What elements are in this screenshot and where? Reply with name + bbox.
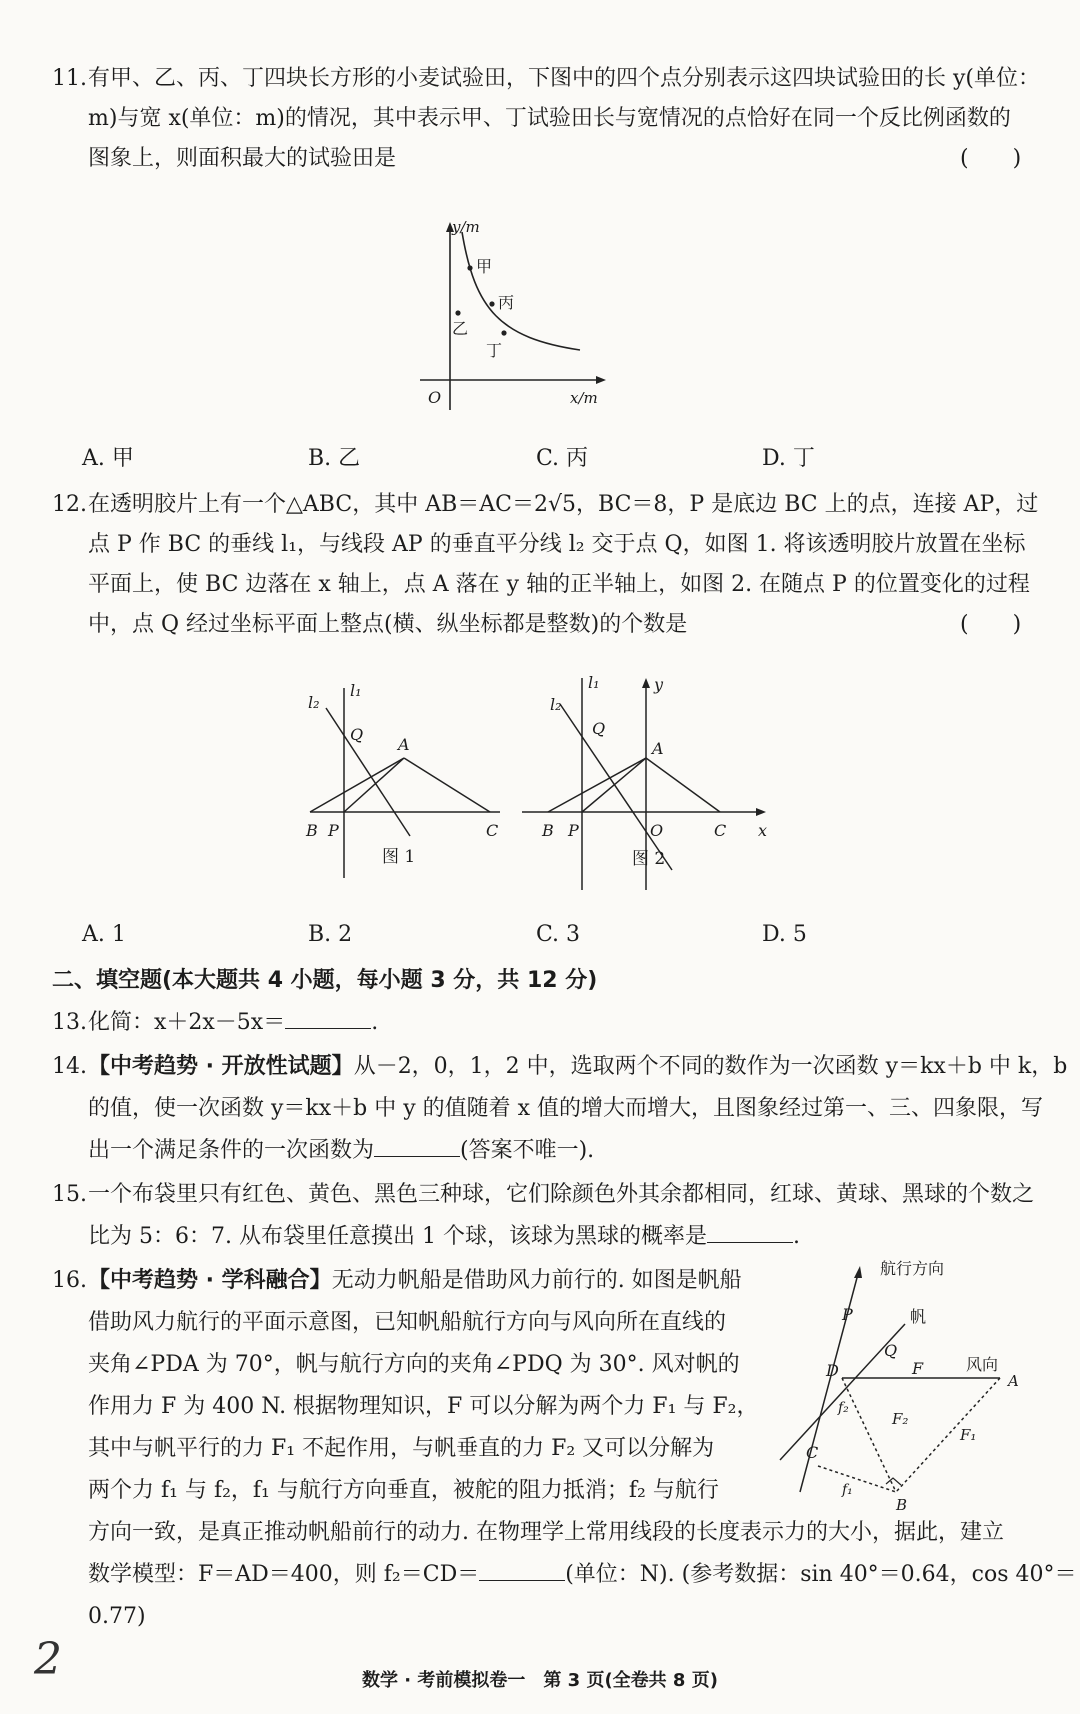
q13-number: 13. [52,1010,87,1035]
svg-text:F: F [912,1359,924,1378]
q11-answer-paren: ( ) [960,146,1022,171]
svg-text:风向: 风向 [966,1355,999,1374]
q16-line-3: 夹角∠PDA 为 70°，帆与航行方向的夹角∠PDQ 为 30°. 风对帆的 [88,1352,740,1377]
q15-answer-blank[interactable] [707,1222,793,1243]
q16-line-8: 数学模型：F＝AD＝400，则 f₂＝CD＝ (单位：N). (参考数据：sin 40°＝0.64，cos 40°＝ [88,1562,1077,1587]
q16-line-2: 借助风力航行的平面示意图，已知帆船航行方向与风向所在直线的 [88,1310,727,1335]
q16-line-9: 0.77) [88,1604,146,1629]
q16-line-4: 作用力 F 为 400 N. 根据物理知识，F 可以分解为两个力 F₁ 与 F₂， [88,1394,759,1419]
q12-option-c: C. 3 [536,922,581,947]
q12-option-b: B. 2 [308,922,353,947]
q14-number: 14. [52,1054,87,1079]
svg-text:B: B [542,821,554,840]
graph-y-label: y/m [452,218,480,236]
figure-2-caption: 图 2 [632,849,666,869]
q11-number: 11. [52,66,87,91]
handwritten-page-mark: 2 [34,1634,62,1685]
q13-text: 化简：x＋2x－5x＝ . [88,1010,379,1035]
q14-answer-blank[interactable] [374,1136,460,1157]
q11-option-b: B. 乙 [308,446,361,471]
q14-line-2: 的值，使一次函数 y＝kx＋b 中 y 的值随着 x 值的增大而增大，且图象经过第一、三、四象限，写 [88,1096,1044,1121]
svg-text:Q: Q [350,725,364,744]
svg-text:y: y [654,675,664,694]
svg-text:Q: Q [592,719,606,738]
q14-line-1: 【中考趋势 · 开放性试题】从－2，0，1，2 中，选取两个不同的数作为一次函数 y＝kx＋b 中 k，b [88,1054,1068,1079]
q11-graph [420,220,650,420]
svg-text:C: C [714,821,727,840]
q16-line-5: 其中与帆平行的力 F₁ 不起作用，与帆垂直的力 F₂ 又可以分解为 [88,1436,715,1461]
q15-number: 15. [52,1182,87,1207]
q16-answer-blank[interactable] [479,1560,565,1581]
svg-text:P: P [328,821,339,840]
q14-tag: 【中考趋势 · 开放性试题】 [88,1054,354,1079]
label-jia: 甲 [476,257,493,276]
q14-line-3: 出一个满足条件的一次函数为 (答案不唯一). [88,1138,595,1163]
q11-option-c: C. 丙 [536,446,589,471]
q15-line-1: 一个布袋里只有红色、黄色、黑色三种球，它们除颜色外其余都相同，红球、黄球、黑球的个数之 [88,1182,1035,1207]
q11-option-a: A. 甲 [82,446,134,471]
point-yi [455,310,460,315]
svg-text:x: x [758,821,768,840]
q16-tag: 【中考趋势 · 学科融合】 [88,1268,332,1293]
svg-text:A: A [1008,1372,1019,1390]
svg-text:航行方向: 航行方向 [880,1259,945,1278]
q12-answer-paren: ( ) [960,612,1022,637]
q12-figure-1 [300,678,520,898]
q12-option-d: D. 5 [762,922,807,947]
q12-line-4: 中，点 Q 经过坐标平面上整点(横、纵坐标都是整数)的个数是 [88,612,688,637]
graph-x-label: x/m [570,389,598,407]
q16-line-7: 方向一致，是真正推动帆船前行的动力. 在物理学上常用线段的长度表示力的大小，据此，建立 [88,1520,1004,1545]
q11-option-d: D. 丁 [762,446,815,471]
svg-text:l₁: l₁ [350,681,362,700]
q12-number: 12. [52,492,87,517]
q11-line-1: 有甲、乙、丙、丁四块长方形的小麦试验田，下图中的四个点分别表示这四块试验田的长 y(单位： [88,66,1041,91]
svg-text:P: P [842,1305,853,1324]
svg-text:帆: 帆 [910,1307,927,1326]
q13-answer-blank[interactable] [285,1008,371,1029]
svg-text:l₂: l₂ [308,693,320,712]
svg-text:D: D [826,1361,839,1380]
graph-origin: O [428,388,442,407]
svg-text:O: O [650,821,664,840]
point-ding [501,330,506,335]
svg-text:A: A [398,735,410,754]
q16-number: 16. [52,1268,87,1293]
label-yi: 乙 [452,319,469,338]
figure-1-caption: 图 1 [382,847,416,867]
q16-line-1: 【中考趋势 · 学科融合】无动力帆船是借助风力前行的. 如图是帆船 [88,1268,742,1293]
svg-text:B: B [896,1496,908,1514]
q12-option-a: A. 1 [82,922,126,947]
q16-line-6: 两个力 f₁ 与 f₂，f₁ 与航行方向垂直，被舵的阻力抵消；f₂ 与航行 [88,1478,719,1503]
svg-text:F₁: F₁ [960,1426,977,1444]
point-bing [489,301,494,306]
label-ding: 丁 [486,341,503,360]
svg-text:C: C [806,1443,819,1462]
svg-text:l₂: l₂ [550,695,562,714]
q15-line-2: 比为 5：6：7. 从布袋里任意摸出 1 个球，该球为黑球的概率是 . [88,1224,800,1249]
svg-text:F₂: F₂ [892,1410,909,1428]
svg-text:l₁: l₁ [588,673,600,692]
svg-text:f₂: f₂ [838,1400,849,1416]
q12-figure-2 [520,670,790,896]
svg-text:A: A [652,739,664,758]
q12-line-2: 点 P 作 BC 的垂线 l₁，与线段 AP 的垂直平分线 l₂ 交于点 Q，如图 1. 将该透明胶片放置在坐标 [88,532,1026,557]
svg-text:Q: Q [884,1341,898,1360]
svg-text:B: B [306,821,318,840]
point-jia [467,265,472,270]
svg-text:f₁: f₁ [842,1482,853,1498]
q12-line-3: 平面上，使 BC 边落在 x 轴上，点 A 落在 y 轴的正半轴上，如图 2. 在随点 P 的位置变化的过程 [88,572,1030,597]
q11-line-3: 图象上，则面积最大的试验田是 [88,146,397,171]
q12-line-1: 在透明胶片上有一个△ABC，其中 AB＝AC＝2√5，BC＝8，P 是底边 BC 上的点，连接 AP，过 [88,492,1039,517]
page-footer: 数学 · 考前模拟卷一 第 3 页(全卷共 8 页) [362,1670,718,1691]
svg-text:P: P [568,821,579,840]
q11-line-2: m)与宽 x(单位：m)的情况，其中表示甲、丁试验田长与宽情况的点恰好在同一个反比例函数的 [88,106,1011,131]
label-bing: 丙 [498,293,515,312]
q16-sail-diagram [760,1259,1030,1514]
svg-text:C: C [486,821,499,840]
section-2-heading: 二、填空题(本大题共 4 小题，每小题 3 分，共 12 分) [52,968,598,993]
